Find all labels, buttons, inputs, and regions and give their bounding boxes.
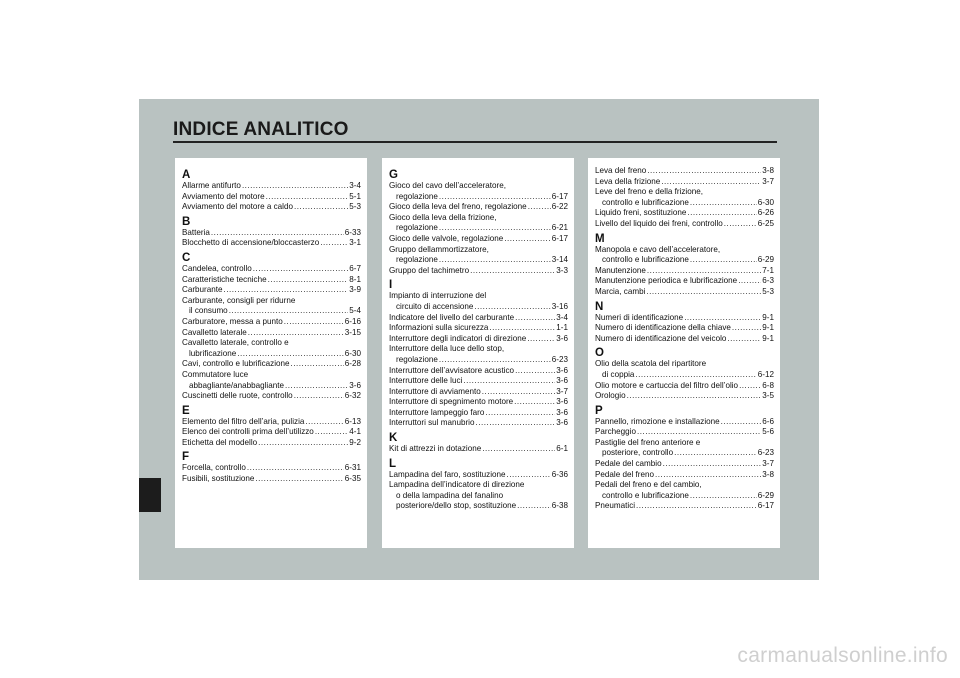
leader-dots [690,491,757,502]
leader-dots [315,427,348,438]
entry-page-number: 6-13 [344,416,361,426]
entry-name: Leva del freno [595,166,647,175]
index-entry [595,470,774,481]
leader-dots [690,255,757,266]
leader-dots [247,463,344,474]
leader-dots [517,501,551,512]
entry-name: Forcella, controllo [182,463,246,473]
entry-name: controllo e lubrificazione [602,255,689,265]
leader-dots [721,417,762,428]
leader-dots [489,323,555,334]
leader-dots [663,459,762,470]
entry-text-line: Commutatore luce [182,369,249,379]
entry-page-number: 6-6 [762,416,774,426]
index-entry [595,208,774,219]
leader-dots [636,501,757,512]
leader-dots [285,381,348,392]
section-letter: B [182,215,191,228]
entry-name: Caratteristiche tecniche [182,274,267,284]
index-entry [389,334,568,345]
entry-name: lubrificazione [189,348,237,358]
entry-name: Leva della frizione [595,176,661,186]
entry-name: controllo e lubrificazione [602,490,689,500]
leader-dots [258,438,348,449]
entry-name: Avviamento del motore a caldo [182,202,293,212]
entry-page-number: 3-7 [762,176,774,186]
entry-name: Blocchetto di accensione/bloccasterzo [182,238,320,248]
entry-name: Cavi, controllo e lubrificazione [182,359,290,369]
entry-page-number: 3-6 [556,376,568,386]
entry-name: Interruttori sul manubrio [389,418,475,428]
entry-page-number: 3-16 [551,301,568,311]
entry-name: controllo e lubrificazione [602,197,689,207]
entry-name: Orologio [595,391,626,401]
entry-page-number: 9-1 [762,333,774,343]
index-entry [595,245,774,266]
entry-name: Fusibili, sostituzione [182,474,255,484]
leader-dots [528,202,551,213]
index-entry [595,166,774,177]
entry-page-number: 6-17 [551,191,568,201]
leader-dots [515,313,555,324]
entry-name: Manutenzione [595,265,646,275]
leader-dots [439,223,551,234]
index-entry [595,359,774,380]
index-entry [182,275,361,286]
index-entry [182,202,361,213]
index-entry [182,192,361,203]
entry-text-line: Carburante, consigli per ridurne [182,295,296,305]
entry-name: Lampadina del faro, sostituzione [389,469,506,479]
entry-text-line: Cavalletto laterale, controllo e [182,338,289,348]
leader-dots [439,355,551,366]
index-column-3 [588,158,780,548]
entry-name: Carburatore, messa a punto [182,316,283,326]
entry-page-number: 5-4 [349,306,361,316]
leader-dots [504,234,551,245]
entry-name: Interruttore dell’avvisatore acustico [389,365,515,375]
entry-page-number: 3-9 [349,285,361,295]
entry-page-number: 6-26 [757,208,774,218]
entry-page-number: 3-8 [762,469,774,479]
entry-page-number: 3-6 [556,365,568,375]
leader-dots [727,334,761,345]
index-entry [595,427,774,438]
section-letter: P [595,404,603,417]
entry-page-number: 6-3 [762,276,774,286]
index-entry [389,418,568,429]
entry-page-number: 6-25 [757,218,774,228]
index-entry [182,463,361,474]
entry-name: Cavalletto laterale [182,327,247,337]
title-rule [173,141,777,143]
leader-dots [687,208,756,219]
index-entry [182,264,361,275]
entry-name: Cuscinetti delle ruote, controllo [182,391,293,401]
section-letter: C [182,251,191,264]
leader-dots [253,264,349,275]
index-entry [595,381,774,392]
entry-text-line: Manopola e cavo dell’acceleratore, [595,244,721,254]
entry-page-number: 6-22 [551,202,568,212]
entry-name: posteriore/dello stop, sostituzione [396,501,517,511]
section-letter: L [389,457,397,470]
index-entry [389,266,568,277]
leader-dots [237,349,344,360]
entry-name: Gioco delle valvole, regolazione [389,233,504,243]
leader-dots [627,391,762,402]
section-letter: A [182,169,191,181]
entry-text-line: Olio della scatola del ripartitore [595,359,707,369]
entry-name: Numeri di identificazione [595,312,684,322]
section-letter: O [595,347,604,360]
leader-dots [294,391,344,402]
chapter-tab [139,478,161,512]
index-entry [389,313,568,324]
entry-page-number: 9-1 [762,323,774,333]
index-entry [182,296,361,317]
leader-dots [655,470,761,481]
entry-page-number: 6-30 [344,348,361,358]
entry-page-number: 6-8 [762,380,774,390]
entry-page-number: 3-7 [762,459,774,469]
leader-dots [291,359,344,370]
page-title: INDICE ANALITICO [173,119,349,140]
section-letter: M [595,232,605,245]
entry-text-line: Impianto di interruzione del [389,291,487,301]
entry-page-number: 1-1 [556,323,568,333]
entry-page-number: 3-7 [556,386,568,396]
index-entry [182,391,361,402]
entry-text-line: Pedali del freno e del cambio, [595,480,702,490]
section-letter: E [182,404,190,417]
index-entry [389,366,568,377]
entry-name: Batteria [182,227,210,237]
entry-page-number: 3-1 [349,238,361,248]
index-entry [389,344,568,365]
entry-page-number: 6-38 [551,501,568,511]
entry-page-number: 8-1 [349,274,361,284]
leader-dots [284,317,344,328]
entry-name: Pedale del cambio [595,459,662,469]
entry-name: Interruttore di spegnimento motore [389,397,514,407]
leader-dots [637,427,761,438]
leader-dots [732,323,761,334]
entry-page-number: 9-1 [762,312,774,322]
leader-dots [242,181,348,192]
entry-page-number: 3-4 [349,181,361,190]
leader-dots [739,381,761,392]
entry-name: Numero di identificazione della chiave [595,323,731,333]
entry-page-number: 3-6 [349,380,361,390]
entry-page-number: 5-3 [349,202,361,212]
entry-page-number: 6-12 [757,369,774,379]
index-entry [182,370,361,391]
entry-name: il consumo [189,306,228,316]
entry-text-line: Lampadina dell’indicatore di direzione [389,480,525,490]
index-entry [389,470,568,481]
leader-dots [674,448,757,459]
entry-name: Kit di attrezzi in dotazione [389,444,482,454]
leader-dots [439,192,551,203]
entry-text-line: Gioco del cavo dell’acceleratore, [389,181,506,190]
entry-page-number: 5-3 [762,286,774,296]
index-column-2 [382,158,574,548]
index-entry [595,334,774,345]
index-entry [182,181,361,192]
index-entry [389,387,568,398]
index-entry [389,480,568,512]
entry-name: Indicatore del livello del carburante [389,312,515,322]
entry-name: Numero di identificazione del veicolo [595,333,727,343]
leader-dots [635,370,756,381]
entry-name: Carburante [182,285,223,295]
index-entry [595,266,774,277]
entry-page-number: 6-28 [344,359,361,369]
entry-name: Pneumatici [595,501,636,511]
entry-page-number: 3-4 [556,312,568,322]
entry-page-number: 3-15 [344,327,361,337]
entry-page-number: 6-16 [344,316,361,326]
entry-name: regolazione [396,223,438,233]
entry-name: regolazione [396,255,438,265]
leader-dots [475,418,555,429]
leader-dots [482,387,556,398]
entry-page-number: 6-32 [344,391,361,401]
entry-text-line: Leve del freno e della frizione, [595,187,703,197]
index-entry [389,376,568,387]
index-entry [389,234,568,245]
index-entry [389,408,568,419]
index-entry [182,338,361,359]
entry-page-number: 6-7 [349,263,361,273]
entry-page-number: 3-6 [556,418,568,428]
leader-dots [470,266,555,277]
entry-page-number: 6-21 [551,223,568,233]
index-entry [182,427,361,438]
entry-page-number: 3-8 [762,166,774,175]
entry-name: regolazione [396,191,438,201]
leader-dots [268,275,349,286]
entry-page-number: 6-17 [757,501,774,511]
leader-dots [507,470,551,481]
index-entry [595,219,774,230]
entry-page-number: 6-36 [551,469,568,479]
index-entry [389,202,568,213]
section-letter: N [595,300,604,313]
entry-name: Liquido freni, sostituzione [595,208,687,218]
entry-page-number: 7-1 [762,265,774,275]
entry-page-number: 6-30 [757,197,774,207]
index-entry [182,438,361,449]
entry-name: Livello del liquido dei freni, controllo [595,218,723,228]
leader-dots [248,328,344,339]
entry-name: Interruttore di avviamento [389,386,481,396]
leader-dots [266,192,349,203]
entry-page-number: 3-3 [556,265,568,275]
entry-name: Etichetta del modello [182,437,258,447]
entry-name: Informazioni sulla sicurezza [389,323,489,333]
leader-dots [646,287,761,298]
entry-page-number: 6-17 [551,233,568,243]
index-entry [389,213,568,234]
entry-page-number: 5-1 [349,191,361,201]
index-entry [595,480,774,501]
leader-dots [684,313,761,324]
index-entry [595,459,774,470]
entry-page-number: 6-31 [344,463,361,473]
index-entry [182,328,361,339]
index-entry [595,501,774,512]
leader-dots [439,255,551,266]
leader-dots [320,238,348,249]
entry-page-number: 4-1 [349,427,361,437]
index-entry [389,444,568,455]
section-letter: K [389,432,398,445]
entry-page-number: 6-23 [551,354,568,364]
entry-page-number: 3-14 [551,255,568,265]
index-entry [389,291,568,312]
leader-dots [724,219,757,230]
index-entry [182,228,361,239]
leader-dots [661,177,761,188]
index-entry [595,438,774,459]
entry-text-line: Interruttore della luce dello stop, [389,344,505,354]
entry-name: di coppia [602,369,635,379]
entry-name: Pannello, rimozione e installazione [595,416,720,426]
leader-dots [514,397,555,408]
leader-dots [474,302,550,313]
entry-text-line: o della lampadina del fanalino [396,490,504,500]
entry-text-line: Pastiglie del freno anteriore e [595,437,701,447]
section-letter: F [182,451,190,464]
entry-page-number: 3-6 [556,333,568,343]
entry-name: Parcheggio [595,427,636,437]
index-entry [389,397,568,408]
leader-dots [482,444,555,455]
index-entry [595,187,774,208]
index-entry [182,285,361,296]
leader-dots [305,417,343,428]
index-entry [595,417,774,428]
index-entry [182,317,361,328]
leader-dots [515,366,555,377]
leader-dots [485,408,555,419]
entry-page-number: 6-33 [344,227,361,237]
entry-page-number: 6-23 [757,448,774,458]
leader-dots [294,202,348,213]
index-entry [595,391,774,402]
entry-name: regolazione [396,354,438,364]
leader-dots [647,266,761,277]
entry-page-number: 3-5 [762,391,774,401]
entry-name: Elenco dei controlli prima dell’utilizzo [182,427,314,437]
entry-page-number: 3-6 [556,397,568,407]
leader-dots [738,276,761,287]
entry-page-number: 3-6 [556,407,568,417]
index-entry [595,323,774,334]
entry-page-number: 5-6 [762,427,774,437]
entry-page-number: 6-35 [344,474,361,484]
entry-name: Elemento del filtro dell’aria, pulizia [182,416,305,426]
leader-dots [463,376,555,387]
entry-name: Interruttore delle luci [389,376,463,386]
entry-page-number: 6-29 [757,255,774,265]
leader-dots [647,166,761,177]
section-letter: I [389,279,393,292]
entry-name: Avviamento del motore [182,191,265,201]
index-entry [182,474,361,485]
leader-dots [255,474,343,485]
index-column-1 [175,158,367,548]
entry-name: Pedale del freno [595,469,654,479]
entry-name: Interruttore degli indicatori di direzione [389,333,527,343]
entry-name: Gruppo del tachimetro [389,265,470,275]
index-entry [595,177,774,188]
entry-text-line: Gruppo dellammortizzatore, [389,244,489,254]
entry-name: Marcia, cambi [595,286,646,296]
index-entry [595,313,774,324]
section-letter: G [389,169,398,181]
entry-name: Gioco della leva del freno, regolazione [389,202,527,212]
leader-dots [224,285,349,296]
entry-name: Allarme antifurto [182,181,241,190]
entry-name: circuito di accensione [396,301,474,311]
entry-page-number: 9-2 [349,437,361,447]
index-entry [182,359,361,370]
watermark: carmanualsonline.info [737,644,948,667]
entry-name: Interruttore lampeggio faro [389,407,485,417]
index-entry [182,238,361,249]
leader-dots [229,306,349,317]
entry-text-line: Gioco della leva della frizione, [389,212,497,222]
leader-dots [527,334,555,345]
index-entry [595,287,774,298]
entry-name: Olio motore e cartuccia del filtro dell’olio [595,380,739,390]
index-entry [389,245,568,266]
entry-name: posteriore, controllo [602,448,674,458]
index-entry [389,181,568,202]
entry-name: abbagliante/anabbagliante [189,380,284,390]
index-entry [389,323,568,334]
entry-name: Candelea, controllo [182,263,252,273]
entry-name: Manutenzione periodica e lubrificazione [595,276,738,286]
entry-page-number: 6-1 [556,444,568,454]
leader-dots [211,228,344,239]
index-entry [182,417,361,428]
leader-dots [690,198,757,209]
entry-page-number: 6-29 [757,490,774,500]
index-entry [595,276,774,287]
